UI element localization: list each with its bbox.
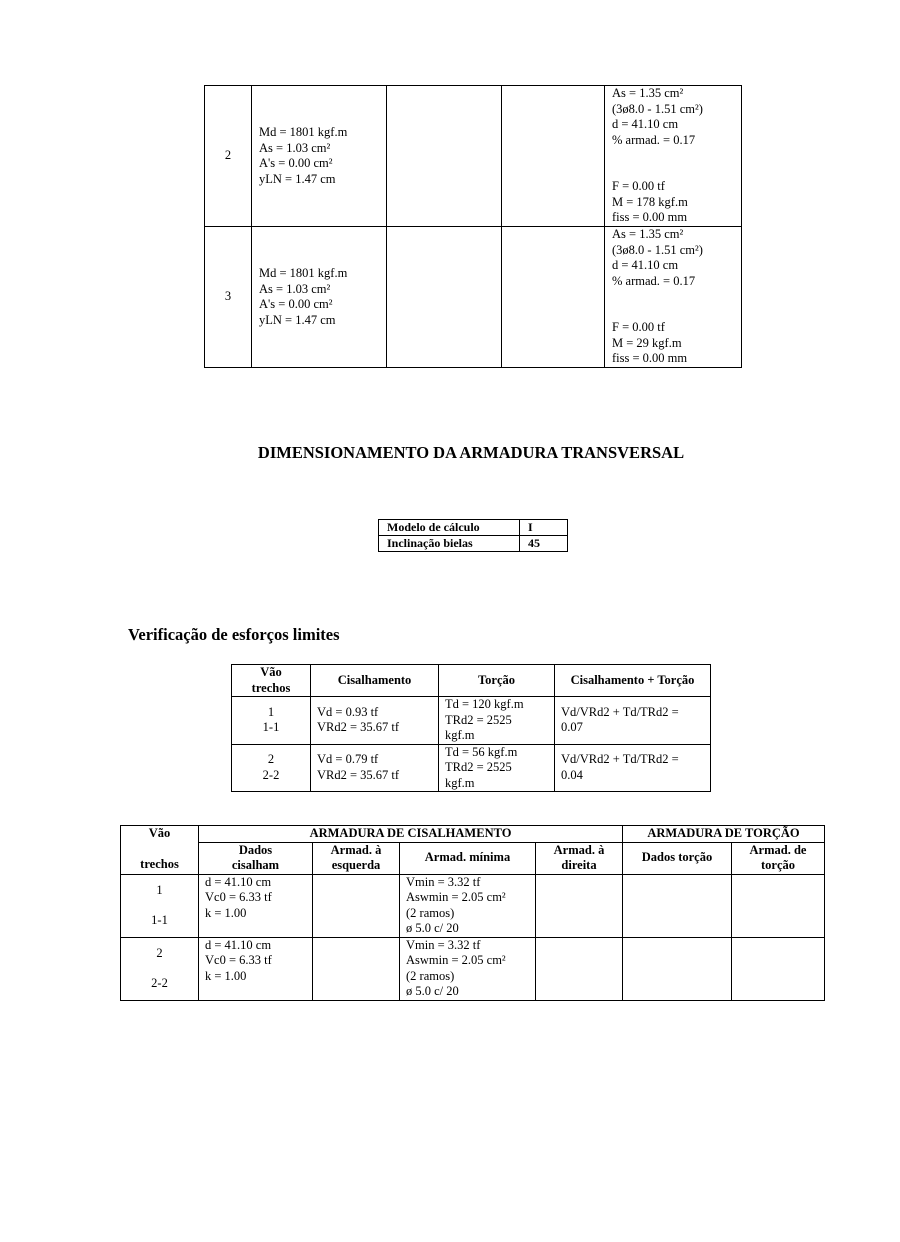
flexure-table (204, 85, 742, 368)
table-row (379, 536, 568, 552)
table-row (232, 744, 711, 792)
cracking-result: F = 0.00 tf M = 29 kgf.m fiss = 0.00 mm (612, 320, 688, 365)
torsion-cell: Td = 56 kgf.m TRd2 = 2525 kgf.m (439, 744, 555, 792)
cracking-result: F = 0.00 tf M = 178 kgf.m fiss = 0.00 mm (612, 179, 688, 224)
torsion-data-cell (623, 874, 732, 937)
strut-value: 45 (520, 536, 568, 552)
limits-title: Verificação de esforços limites (128, 625, 340, 644)
header-span-bottom: trechos (140, 856, 179, 871)
minimum-reinf-cell: Vmin = 3.32 tf Aswmin = 2.05 cm² (2 ramos) ø 5.0 c/ 20 (400, 937, 536, 1000)
torsion-data-cell (623, 937, 732, 1000)
design-values: Md = 1801 kgf.m As = 1.03 cm² A's = 0.00 cm² yLN = 1.47 cm (252, 227, 387, 368)
span-number: 3 (205, 227, 252, 368)
design-values: Md = 1801 kgf.m As = 1.03 cm² A's = 0.00 cm² yLN = 1.47 cm (252, 86, 387, 227)
combined-cell: Vd/VRd2 + Td/TRd2 = 0.04 (555, 744, 711, 792)
span-number: 2 (156, 945, 163, 960)
span-cell: 2 2-2 (232, 744, 311, 792)
table-row (379, 520, 568, 536)
span-cell (121, 874, 199, 937)
table-row (205, 86, 742, 227)
right-reinf-cell (536, 937, 623, 1000)
result-cell (605, 86, 742, 227)
torsion-reinf-cell (732, 937, 825, 1000)
segment-label: 2-2 (151, 976, 168, 990)
column-header-torsion-reinf: Armad. de torção (732, 842, 825, 874)
column-header-right: Armad. à direita (536, 842, 623, 874)
column-header-combined: Cisalhamento + Torção (555, 665, 711, 697)
table-row (205, 227, 742, 368)
table-header-row (121, 842, 825, 874)
section-title: DIMENSIONAMENTO DA ARMADURA TRANSVERSAL (257, 443, 685, 462)
result-cell (605, 227, 742, 368)
column-header-left: Armad. à esquerda (313, 842, 400, 874)
torsion-cell: Td = 120 kgf.m TRd2 = 2525 kgf.m (439, 697, 555, 745)
group-header-torsion: ARMADURA DE TORÇÃO (623, 826, 825, 843)
model-value: I (520, 520, 568, 536)
shear-data-cell: d = 41.10 cm Vc0 = 6.33 tf k = 1.00 (199, 937, 313, 1000)
column-header-span: Vão trechos (232, 665, 311, 697)
strut-label: Inclinação bielas (379, 536, 520, 552)
table-header-row (232, 665, 711, 697)
empty-cell (502, 227, 605, 368)
reinforcement-table (120, 825, 825, 1001)
span-cell: 1 1-1 (232, 697, 311, 745)
shear-cell: Vd = 0.79 tf VRd2 = 35.67 tf (311, 744, 439, 792)
column-header-shear: Cisalhamento (311, 665, 439, 697)
column-header-span (121, 826, 199, 875)
right-reinf-cell (536, 874, 623, 937)
reinforcement-result: As = 1.35 cm² (3ø8.0 - 1.51 cm²) d = 41.10 cm % armad. = 0.17 (612, 86, 703, 147)
shear-data-cell: d = 41.10 cm Vc0 = 6.33 tf k = 1.00 (199, 874, 313, 937)
table-row (121, 874, 825, 937)
empty-cell (502, 86, 605, 227)
model-table (378, 519, 568, 552)
group-header-shear: ARMADURA DE CISALHAMENTO (199, 826, 623, 843)
table-row (121, 937, 825, 1000)
reinforcement-result: As = 1.35 cm² (3ø8.0 - 1.51 cm²) d = 41.10 cm % armad. = 0.17 (612, 227, 703, 288)
empty-cell (387, 86, 502, 227)
shear-cell: Vd = 0.93 tf VRd2 = 35.67 tf (311, 697, 439, 745)
column-header-minimum: Armad. mínima (400, 842, 536, 874)
empty-cell (387, 227, 502, 368)
torsion-reinf-cell (732, 874, 825, 937)
column-header-torsion-data: Dados torção (623, 842, 732, 874)
model-label: Modelo de cálculo (379, 520, 520, 536)
span-cell (121, 937, 199, 1000)
combined-cell: Vd/VRd2 + Td/TRd2 = 0.07 (555, 697, 711, 745)
minimum-reinf-cell: Vmin = 3.32 tf Aswmin = 2.05 cm² (2 ramos) ø 5.0 c/ 20 (400, 874, 536, 937)
span-number: 1 (156, 882, 163, 897)
column-header-shear-data: Dados cisalham (199, 842, 313, 874)
segment-label: 1-1 (151, 913, 168, 927)
header-span-top: Vão (148, 826, 171, 840)
left-reinf-cell (313, 874, 400, 937)
left-reinf-cell (313, 937, 400, 1000)
limits-table (231, 664, 711, 792)
span-number: 2 (205, 86, 252, 227)
column-header-torsion: Torção (439, 665, 555, 697)
table-row (232, 697, 711, 745)
table-header-row (121, 826, 825, 843)
